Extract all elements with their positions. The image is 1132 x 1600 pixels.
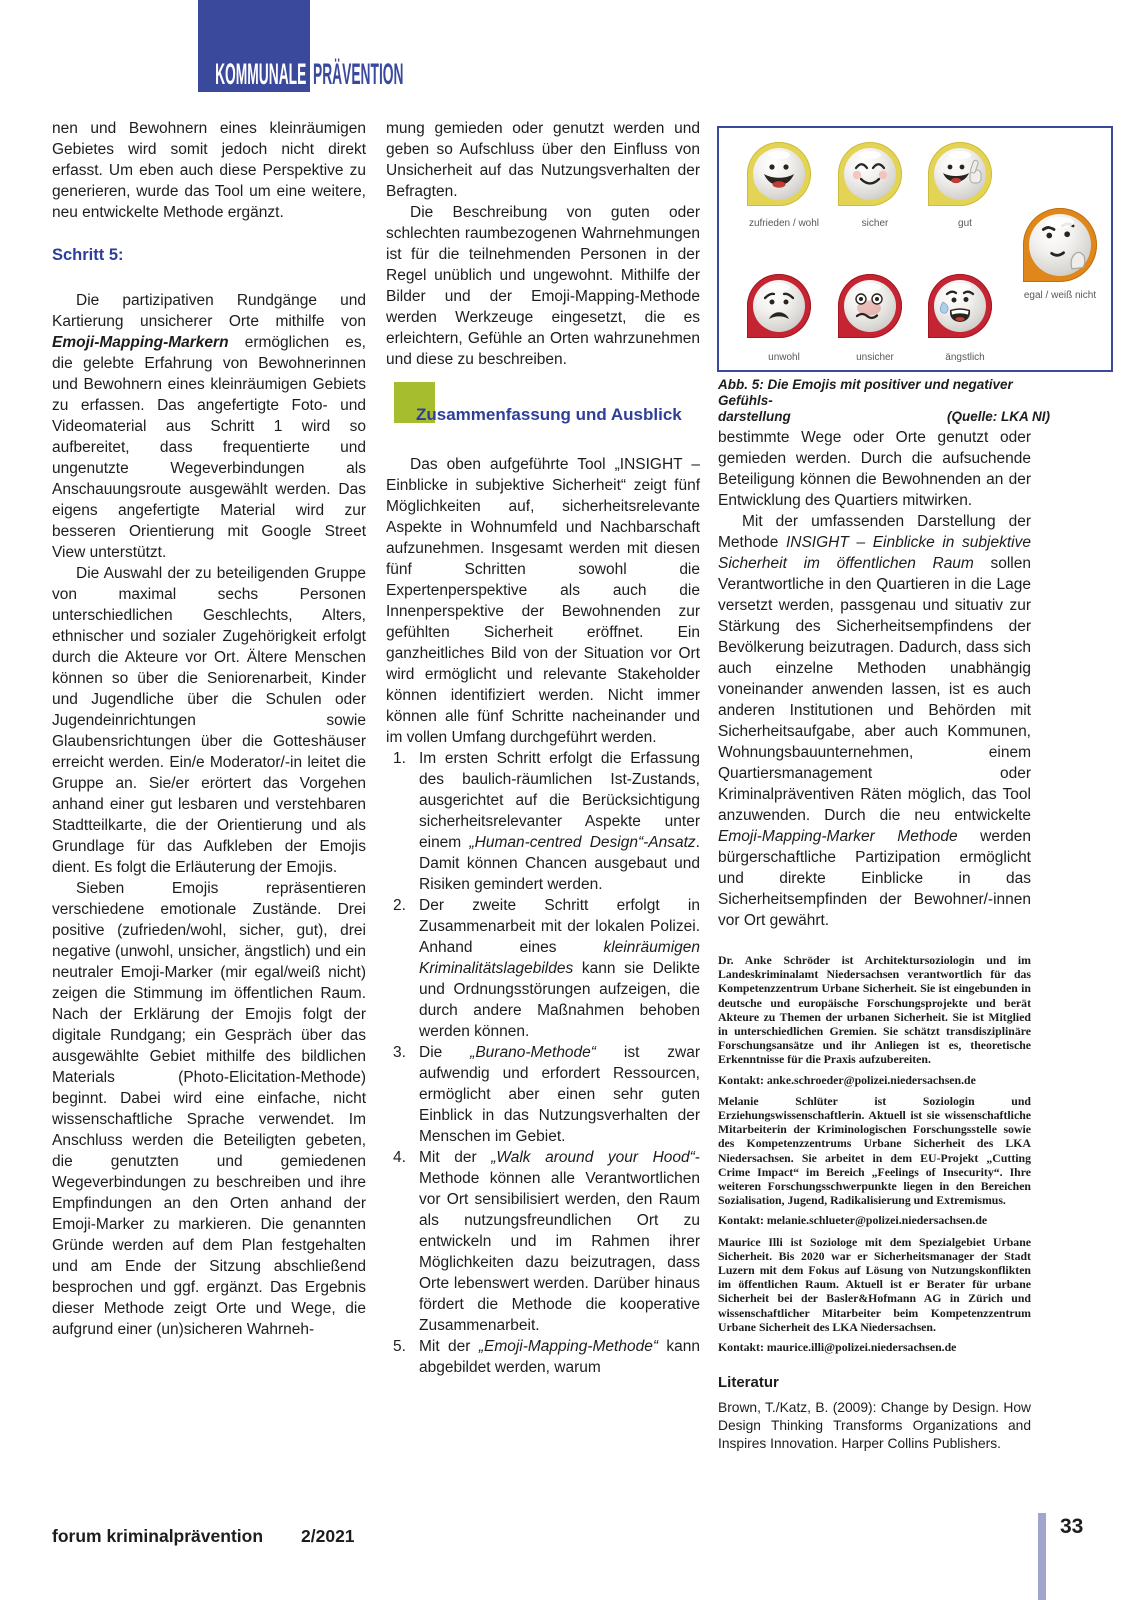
column-3 — [718, 427, 1031, 1453]
literatur-heading: Literatur — [718, 1374, 779, 1392]
emoji-zufrieden-icon — [747, 142, 811, 206]
list-item-1: Im ersten Schritt erfolgt die Erfassung des baulich-räumlichen Ist-Zustands, ausgerichtet auf die Berücksichtigung sicherheitsrelevanter Aspekte unter einem „Human-centred Design“-Ansatz. Damit können Chancen ausgebaut und Risiken gemindert werden. — [419, 750, 700, 893]
header-title-praevention: PRÄVENTION — [313, 58, 404, 91]
author-bio-schlueter: Melanie Schlüter ist Soziologin und Erziehungswissenschaftlerin. Aktuell ist sie wissenschaftliche Mitarbeiterin der Kriminologischen Forschungsstelle sowie des Kompetenzzentrums Urbane Sicherheit des LKA Niedersachsen. Sie arbeitet in dem EU-Projekt „Cutting Crime Impact“ im Bereich „Feelings of Insecurity“. Ihre weiteren Forschungsschwerpunkte liegen in den Bereichen Sozialisation, Jugend, Radikalisierung und Extremismus. — [718, 1093, 1031, 1208]
paragraph: nen und Bewohnern eines kleinräumigen Gebietes wird somit jedoch nicht direkt erfasst. Um eben auch diese Perspektive zu generieren, wurde das Tool um eine weitere, neu entwickelte Methode ergänzt. — [52, 120, 366, 221]
emoji-label: unsicher — [856, 352, 894, 363]
issue-number: 2/2021 — [301, 1526, 355, 1546]
journal-name: forum kriminalprävention — [52, 1526, 264, 1546]
paragraph: Die Auswahl der zu beteiligenden Gruppe von maximal sechs Personen unterschiedlichen Geschlechts, Alters, ethnischer und sozialer Zugehörigkeit erfolgt durch die Akteure vor Ort. Ältere Menschen können so über die Seniorenarbeit, Kinder und Jugendliche über die Schulen oder Jugendeinrichtungen sowie Glaubensrichtungen über die Gotteshäuser erreicht werden. Ein/e Moderator/-in leitet die Gruppe an. Sie/er erörtert das Vorgehen anhand einer gut lesbaren und verstehbaren Stadtteilkarte, die der Orientierung und als Grundlage für das Aufkleben der Emojis dient. Es folgt die Erläuterung der Emojis. — [52, 565, 366, 876]
list-item-5: Mit der „Emoji-Mapping-Methode“ kann abgebildet werden, warum — [419, 1338, 700, 1376]
paragraph: Die partizipativen Rundgänge und Kartierung unsicherer Orte mithilfe von Emoji-Mapping-Markern ermöglichen es, die gelebte Erfahrung von Bewohnerinnen und Bewohnern eines kleinräumigen Gebiets zu erfassen. Das angefertigte Foto- und Videomaterial aus Schritt 1 wird so aufbereitet, dass frequentierte und ungenutzte Wegeverbindungen als Anschauungsroute ausgewählt werden. Das eigens angefertigte Material wird zur besseren Orientierung mit Google Street View unterstützt. — [52, 292, 366, 561]
numbered-step-list — [386, 748, 700, 1378]
paragraph: mung gemieden oder genutzt werden und geben so Aufschluss über den Einfluss von Unsicherheit auf das Nutzungsverhalten der Befragten. — [386, 120, 700, 200]
author-bio-illi: Maurice Illi ist Soziologe mit dem Spezialgebiet Urbane Sicherheit. Bis 2020 war er Sicherheitsmanager der Stadt Luzern mit dem Fokus auf Lösung von Nutzungskonflikten im öffentlichen Raum. Aktuell ist er Berater für urbane Sicherheit bei der Basler&Hofmann AG in Zürich und wissenschaftlicher Mitarbeiter beim Kompetenzzentrum Urbane Sicherheit des LKA Niedersachsen. — [718, 1234, 1031, 1334]
emoji-label: zufrieden / wohl — [748, 218, 820, 229]
paragraph: Sieben Emojis repräsentieren verschiedene emotionale Zustände. Drei positive (zufrieden/wohl, sicher, gut), drei negative (unwohl, unsicher, ängstlich) und ein neutraler Emoji-Marker (mir egal/weiß nicht) zeigen die Stimmung im öffentlichen Raum. Nach der Erklärung der Emojis folgt der digitale Rundgang; ein Gespräch über das ausgewählte Gebiet mithilfe des bildlichen Materials (Photo-Elicitation-Methode) beginnt. Dabei wird eine einfache, nicht wissenschaftliche Sprache verwendet. Im Anschluss werden die Beteiligten gebeten, die genutzten und gemiedenen Wegeverbindungen zu beschreiben und ihre Empfindungen an den Orten anhand der Emoji-Marker zu markieren. Die genannten Gründe werden auf dem Plan festgehalten und am Ende der Sitzung abschließend besprochen und ggf. ergänzt. Das Ergebnis dieser Methode zeigt Orte und Wege, die aufgrund einer (un)sicheren Wahrneh- — [52, 880, 366, 1338]
footer-journal-line — [52, 1526, 355, 1547]
emoji-sicher-icon — [838, 142, 902, 206]
section-heading-block — [386, 382, 700, 430]
section-heading-schritt-5: Schritt 5: — [52, 246, 124, 264]
emoji-label: sicher — [861, 218, 889, 229]
page-number-bar — [1038, 1513, 1046, 1600]
literatur-reference: Brown, T./Katz, B. (2009): Change by Design. How Design Thinking Transforms Organizations and Inspires Innovation. Harper Collins Publishers. — [718, 1400, 1031, 1452]
section-heading-zusammenfassung: Zusammenfassung und Ausblick — [416, 405, 682, 424]
emoji-label: gut — [958, 218, 972, 229]
paragraph: Das oben aufgeführte Tool „INSIGHT – Einblicke in subjektive Sicherheit“ zeigt fünf Möglichkeiten auf, sicherheitsrelevante Aspekte in Wohnumfeld und Nachbarschaft aufzunehmen. Insgesamt werden mit diesen fünf Schritten sowohl die Expertenperspektive als auch die Innenperspektive der Bewohnenden zur gefühlten Sicherheit eröffnet. Ein ganzheitliches Bild von der Situation vor Ort wird ermöglicht und relevante Stakeholder können identifiziert werden. Nicht immer können alle fünf Schritte nacheinander und im vollen Umfang durchgeführt werden. — [386, 456, 700, 746]
emoji-aengstlich-icon — [928, 274, 992, 338]
caption-line-2: darstellung — [718, 409, 791, 424]
paragraph: Die Beschreibung von guten oder schlechten raumbezogenen Wahrnehmungen ist für die teilnehmenden Personen in der Regel unüblich und ungewohnt. Mithilfe der Bilder und der Emoji-Mapping-Methode werden Werkzeuge eingesetzt, die es erleichtern, Gefühle an Orten wahrzunehmen und diese zu beschreiben. — [386, 204, 700, 368]
emoji-gut-icon — [928, 142, 992, 206]
emoji-label: unwohl — [768, 352, 800, 363]
emoji-label: ängstlich — [945, 352, 985, 363]
emoji-label: egal / weiß nicht — [1023, 290, 1097, 301]
author-bio-schroeder: Dr. Anke Schröder ist Architektursoziologin und im Landeskriminalamt Niedersachsen verantwortlich für das Kompetenzzentrum Urbane Sicherheit. Sie ist eingebunden in deutsche und europäische Forschungsprojekte und berät Akteure zu Themen der urbanen Sicherheit. Sie ist Mitglied in unterschiedlichen Gremien. Sie schätzt transdisziplinäre Forschungsansätze und ihr Anliegen ist es, theoretische Erkenntnisse für die Praxis aufzubereiten. — [718, 953, 1031, 1067]
emoji-egal-icon — [1023, 208, 1097, 282]
emoji-unsicher-icon — [838, 274, 902, 338]
column-2 — [386, 118, 700, 1378]
column-1 — [52, 118, 366, 1340]
list-item-3: Die „Burano-Methode“ ist zwar aufwendig und erfordert Ressourcen, ermöglicht aber einen sehr guten Einblick in das Nutzungsverhalten der Menschen im Gebiet. — [419, 1044, 700, 1145]
contact-illi: Kontakt: maurice.illi@polizei.niedersachsen.de — [718, 1340, 957, 1355]
contact-schlueter: Kontakt: melanie.schlueter@polizei.niedersachsen.de — [718, 1213, 988, 1228]
figure-caption — [718, 377, 1050, 425]
contact-schroeder: Kontakt: anke.schroeder@polizei.niedersachsen.de — [718, 1072, 976, 1087]
author-bios — [718, 953, 1031, 1354]
figure-emoji-image — [717, 126, 1113, 372]
list-item-2: Der zweite Schritt erfolgt in Zusammenarbeit mit der lokalen Polizei. Anhand eines kleinräumigen Kriminalitätslagebildes kann sie Delikte und Ordnungsstörungen aufzeigen, die durch andere Maßnahmen behoben werden können. — [419, 897, 700, 1040]
emoji-unwohl-icon — [747, 274, 811, 338]
caption-line-1: Abb. 5: Die Emojis mit positiver und negativer Gefühls- — [718, 377, 1013, 408]
paragraph: bestimmte Wege oder Orte genutzt oder gemieden werden. Durch die aufsuchende Beteiligung können die Bewohnenden an der Entwicklung des Quartiers mitwirken. — [718, 429, 1031, 509]
paragraph: Mit der umfassenden Darstellung der Methode INSIGHT – Einblicke in subjektive Sicherheit im öffentlichen Raum sollen Verantwortliche in den Quartieren in die Lage versetzt werden, passgenau und situativ zur Stärkung des Sicherheitsempfindens der Bevölkerung beizutragen. Dadurch, dass sich auch einzelne Methoden unabhängig voneinander anwenden lassen, ist es auch anderen Institutionen und Behörden mit Sicherheitsaufgabe, aber auch Kommunen, Wohnungsbauunternehmen, einem Quartiersmanagement oder Kriminalpräventiven Räten möglich, das Tool anzuwenden. Durch die neu entwickelte Emoji-Mapping-Marker Methode werden bürgerschaftliche Partizipation ermöglicht und direkte Einblicke in das Sicherheitsempfinden der Bewohner/-innen vor Ort gewährt. — [718, 513, 1031, 929]
page-number: 33 — [1060, 1515, 1084, 1538]
list-item-4: Mit der „Walk around your Hood“-Methode können alle Verantwortlichen vor Ort sensibilisiert werden, den Raum als nutzungsfreundlichen Ort zu entwickeln und im Rahmen ihrer Möglichkeiten dazu beizutragen, dass Orte lebenswert werden. Darüber hinaus fördert die Methode die kooperative Zusammenarbeit. — [419, 1149, 700, 1334]
header-title-kommunale: KOMMUNALE — [214, 58, 306, 91]
caption-source: (Quelle: LKA NI) — [947, 409, 1050, 424]
